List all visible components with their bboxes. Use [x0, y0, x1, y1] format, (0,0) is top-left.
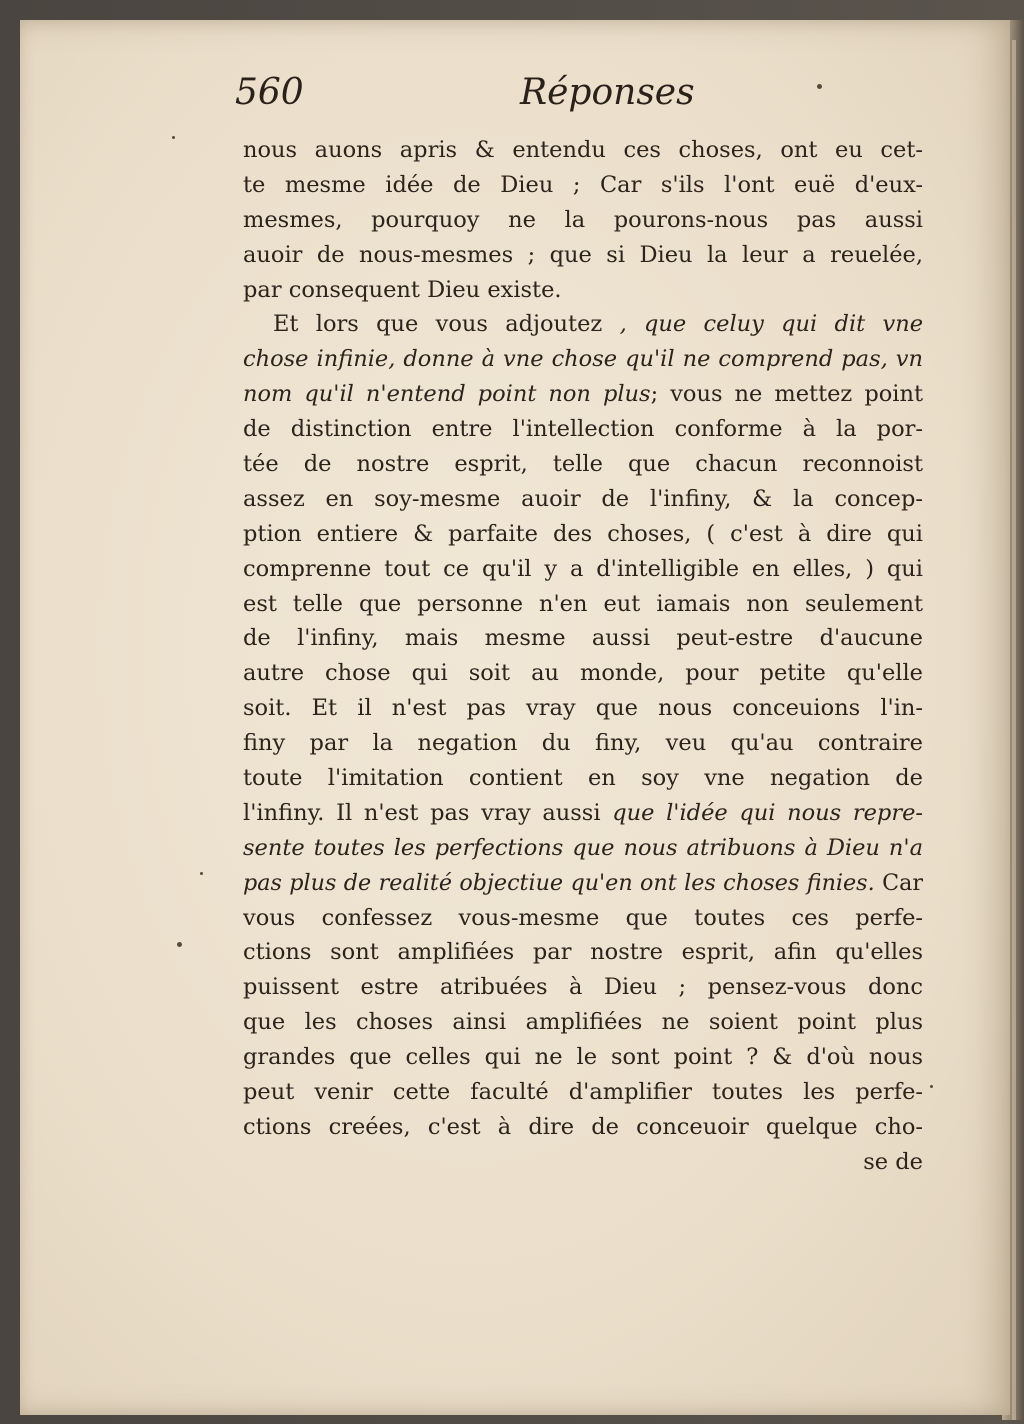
- text-run: Et lors que vous adjoutez: [273, 311, 603, 338]
- text-line: est telle que personne n'en eut iamais non seulement: [243, 590, 923, 617]
- text-line: [243, 796, 923, 831]
- ink-speck: [930, 1085, 933, 1088]
- text-line: comprenne tout ce qu'il y a d'intelligible en elles, ) qui: [243, 555, 923, 582]
- text-line: de distinction entre l'intellection conforme à la por-: [243, 416, 923, 443]
- text-run: l'infiny. Il n'est pas vray aussi: [243, 799, 601, 826]
- text-line: autre chose qui soit au monde, pour petite qu'elle: [243, 660, 923, 687]
- text-line: mesmes, pourquoy ne la pourons-nous pas aussi: [243, 206, 923, 233]
- text-line: te mesme idée de Dieu ; Car s'ils l'ont euë d'eux-: [243, 171, 923, 198]
- ink-speck: [172, 136, 175, 139]
- text-line: assez en soy-mesme auoir de l'infiny, & la concep-: [243, 485, 923, 512]
- quoted-line: sente toutes les perfections que nous atribuons à Dieu n'a: [243, 834, 923, 861]
- text-line: nous auons apris & entendu ces choses, ont eu cet-: [243, 137, 923, 163]
- text-line: tée de nostre esprit, telle que chacun reconnoist: [243, 451, 923, 478]
- quoted-text: , que celuy qui dit vne: [619, 311, 923, 338]
- text-run: ; vous ne mettez point: [650, 381, 923, 408]
- text-line: de l'infiny, mais mesme aussi peut-estre d'aucune: [243, 625, 923, 652]
- text-line: ctions creées, c'est à dire de conceuoir quelque cho-: [243, 1113, 923, 1140]
- page-header: [235, 72, 835, 124]
- text-line: toute l'imitation contient en soy vne negation de: [243, 765, 923, 792]
- text-line: que les choses ainsi amplifiées ne soient point plus: [243, 1009, 923, 1036]
- page-number: 560: [235, 72, 304, 113]
- catchword: se de: [863, 1148, 923, 1175]
- body-text: [243, 133, 923, 1180]
- text-line: [243, 377, 923, 412]
- quoted-text: que l'idée qui nous repre-: [612, 799, 923, 826]
- text-line: [243, 866, 923, 901]
- ink-speck: [200, 872, 203, 875]
- text-line: [243, 307, 923, 342]
- page-edge-highlight: [1012, 40, 1016, 1420]
- text-run: Car: [882, 869, 923, 896]
- text-line: auoir de nous-mesmes ; que si Dieu la leur a reuelée,: [243, 241, 923, 268]
- text-line: finy par la negation du finy, veu qu'au contraire: [243, 730, 923, 757]
- text-line: vous confessez vous-mesme que toutes ces perfe-: [243, 904, 923, 931]
- quoted-line: chose infinie, donne à vne chose qu'il ne comprend pas, vn: [243, 346, 923, 373]
- ink-speck: [177, 942, 182, 947]
- text-line: puissent estre atribuées à Dieu ; pensez-vous donc: [243, 974, 923, 1001]
- text-line: ption entiere & parfaite des choses, ( c'est à dire qui: [243, 520, 923, 547]
- text-line: peut venir cette faculté d'amplifier toutes les perfe-: [243, 1079, 923, 1106]
- text-line: ctions sont amplifiées par nostre esprit, afin qu'elles: [243, 939, 923, 966]
- running-head: Réponses: [520, 72, 695, 113]
- quoted-text: pas plus de realité objectiue qu'en ont les choses finies.: [243, 869, 875, 896]
- ink-speck: [817, 84, 822, 89]
- text-line: par consequent Dieu existe.: [243, 276, 562, 303]
- text-line: grandes que celles qui ne le sont point ? & d'où nous: [243, 1044, 923, 1071]
- quoted-text: nom qu'il n'entend point non plus: [243, 381, 651, 408]
- text-line: soit. Et il n'est pas vray que nous conceuions l'in-: [243, 695, 923, 722]
